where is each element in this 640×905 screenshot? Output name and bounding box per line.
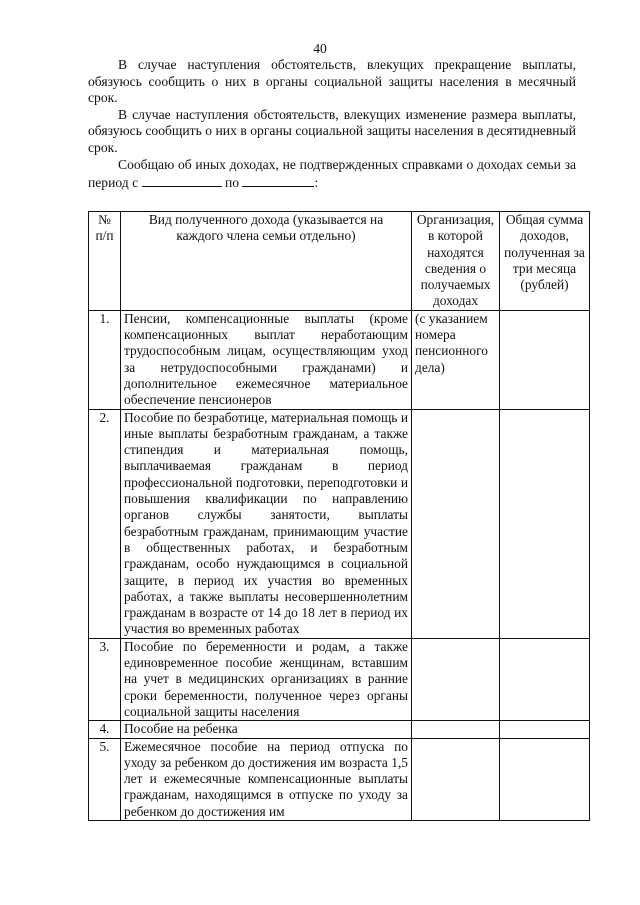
row-income-type: Пособие по беременности и родам, а также единовременное пособие женщинам, вставшим на учет в медицинских организациях в ранние сроки беременности, полученное через органы социальной защиты населения xyxy=(121,638,412,720)
period-from-blank[interactable] xyxy=(142,173,222,187)
table-header-row xyxy=(89,212,590,311)
row-organization[interactable] xyxy=(412,721,500,738)
row-number: 2. xyxy=(89,409,121,638)
body-text xyxy=(88,57,576,192)
row-income-type: Пособие на ребенка xyxy=(121,721,412,738)
row-number: 5. xyxy=(89,738,121,820)
row-total-sum[interactable] xyxy=(500,310,590,409)
row-organization[interactable] xyxy=(412,738,500,820)
header-number: № п/п xyxy=(89,212,121,311)
row-organization[interactable]: (с указанием номера пенсионного дела) xyxy=(412,310,500,409)
income-table xyxy=(88,211,590,821)
table-row xyxy=(89,310,590,409)
header-total-sum: Общая сумма доходов, полученная за три месяца (рублей) xyxy=(500,212,590,311)
row-income-type: Пособие по безработице, материальная помощь и иные выплаты безработным гражданам, а также стипендия и материальная помощь, выплачиваемая гражданам в период профессиональной подготовки, переподготовки и повышения квалификации по направлению органов службы занятости, выплаты безработным гражданам, принимающим участие в общественных работах, и безработным гражданам, особо нуждающимся в социальной защите, в период их участия во временных работах, а также выплаты несовершеннолетним гражданам в возрасте от 14 до 18 лет в период их участия во временных работах xyxy=(121,409,412,638)
row-income-type: Пенсии, компенсационные выплаты (кроме компенсационных выплат неработающим трудоспособным лицам, осуществляющим уход за нетрудоспособными гражданами) и дополнительное ежемесячное материальное обеспечение пенсионеров xyxy=(121,310,412,409)
table-row xyxy=(89,738,590,820)
row-organization[interactable] xyxy=(412,409,500,638)
row-organization[interactable] xyxy=(412,638,500,720)
header-income-type: Вид полученного дохода (указывается на каждого члена семьи отдельно) xyxy=(121,212,412,311)
income-intro-to: по xyxy=(224,175,240,191)
table-row xyxy=(89,409,590,638)
row-number: 4. xyxy=(89,721,121,738)
paragraph-change-notice: В случае наступления обстоятельств, влекущих изменение размера выплаты, обязуюсь сообщить о них в органы социальной защиты населения в десятидневный срок. xyxy=(88,106,576,155)
row-total-sum[interactable] xyxy=(500,721,590,738)
row-total-sum[interactable] xyxy=(500,638,590,720)
row-income-type: Ежемесячное пособие на период отпуска по уходу за ребенком до достижения им возраста 1,5 лет и ежемесячные компенсационные выплаты гражданам, находящимся в отпуске по уходу за ребенком до достижения им xyxy=(121,738,412,820)
header-organization: Организация, в которой находятся сведения о получаемых доходах xyxy=(412,212,500,311)
row-total-sum[interactable] xyxy=(500,409,590,638)
paragraph-income-intro xyxy=(88,157,576,192)
table-row xyxy=(89,638,590,720)
table-row xyxy=(89,721,590,738)
paragraph-termination-notice: В случае наступления обстоятельств, влекущих прекращение выплаты, обязуюсь сообщить о них в органы социальной защиты населения в месячный срок. xyxy=(88,57,576,106)
income-intro-colon: : xyxy=(314,175,319,191)
page-number: 40 xyxy=(313,41,327,56)
income-intro-text: Сообщаю об иных доходах, не подтвержденных справками о доходах семьи за период с xyxy=(88,156,576,191)
period-to-blank[interactable] xyxy=(242,173,314,187)
row-total-sum[interactable] xyxy=(500,738,590,820)
row-number: 3. xyxy=(89,638,121,720)
row-number: 1. xyxy=(89,310,121,409)
